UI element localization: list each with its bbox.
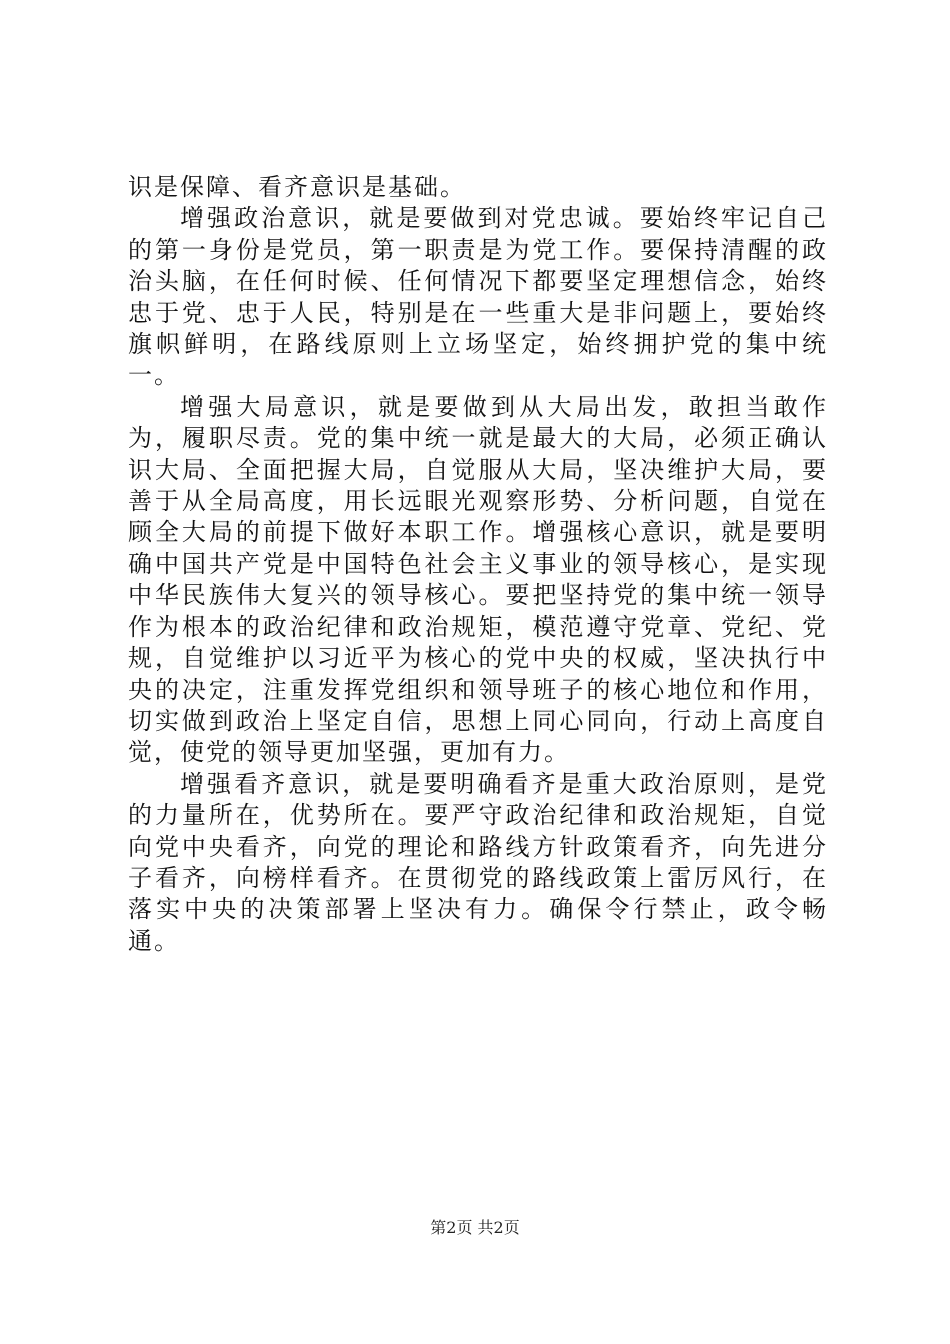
paragraph-political-awareness: 增强政治意识，就是要做到对党忠诚。要始终牢记自己的第一身份是党员，第一职责是为党工作。要保持清醒的政治头脑，在任何时候、任何情况下都要坚定理想信念，始终忠于党、忠于人民，特别是在一些重大是非问题上，要始终旗帜鲜明，在路线原则上立场坚定，始终拥护党的集中统一。 [128, 204, 828, 390]
body-text [128, 172, 828, 957]
paragraph-continuation: 识是保障、看齐意识是基础。 [128, 173, 466, 201]
page-footer: 第2页 共2页 [430, 1218, 520, 1237]
paragraph-overall-situation-awareness: 增强大局意识，就是要做到从大局出发，敢担当敢作为，履职尽责。党的集中统一就是最大的大局，必须正确认识大局、全面把握大局，自觉服从大局，坚决维护大局，要善于从全局高度，用长远眼光观察形势、分析问题，自觉在顾全大局的前提下做好本职工作。增强核心意识，就是要明确中国共产党是中国特色社会主义事业的领导核心，是实现中华民族伟大复兴的领导核心。要把坚持党的集中统一领导作为根本的政治纪律和政治规矩，模范遵守党章、党纪、党规，自觉维护以习近平为核心的党中央的权威，坚决执行中央的决定，注重发挥党组织和领导班子的核心地位和作用，切实做到政治上坚定自信，思想上同心同向，行动上高度自觉，使党的领导更加坚强，更加有力。 [128, 392, 828, 767]
paragraph-alignment-awareness: 增强看齐意识，就是要明确看齐是重大政治原则，是党的力量所在，优势所在。要严守政治纪律和政治规矩，自觉向党中央看齐，向党的理论和路线方针政策看齐，向先进分子看齐，向榜样看齐。在贯彻党的路线政策上雷厉风行，在落实中央的决策部署上坚决有力。确保令行禁止，政令畅通。 [128, 769, 828, 955]
